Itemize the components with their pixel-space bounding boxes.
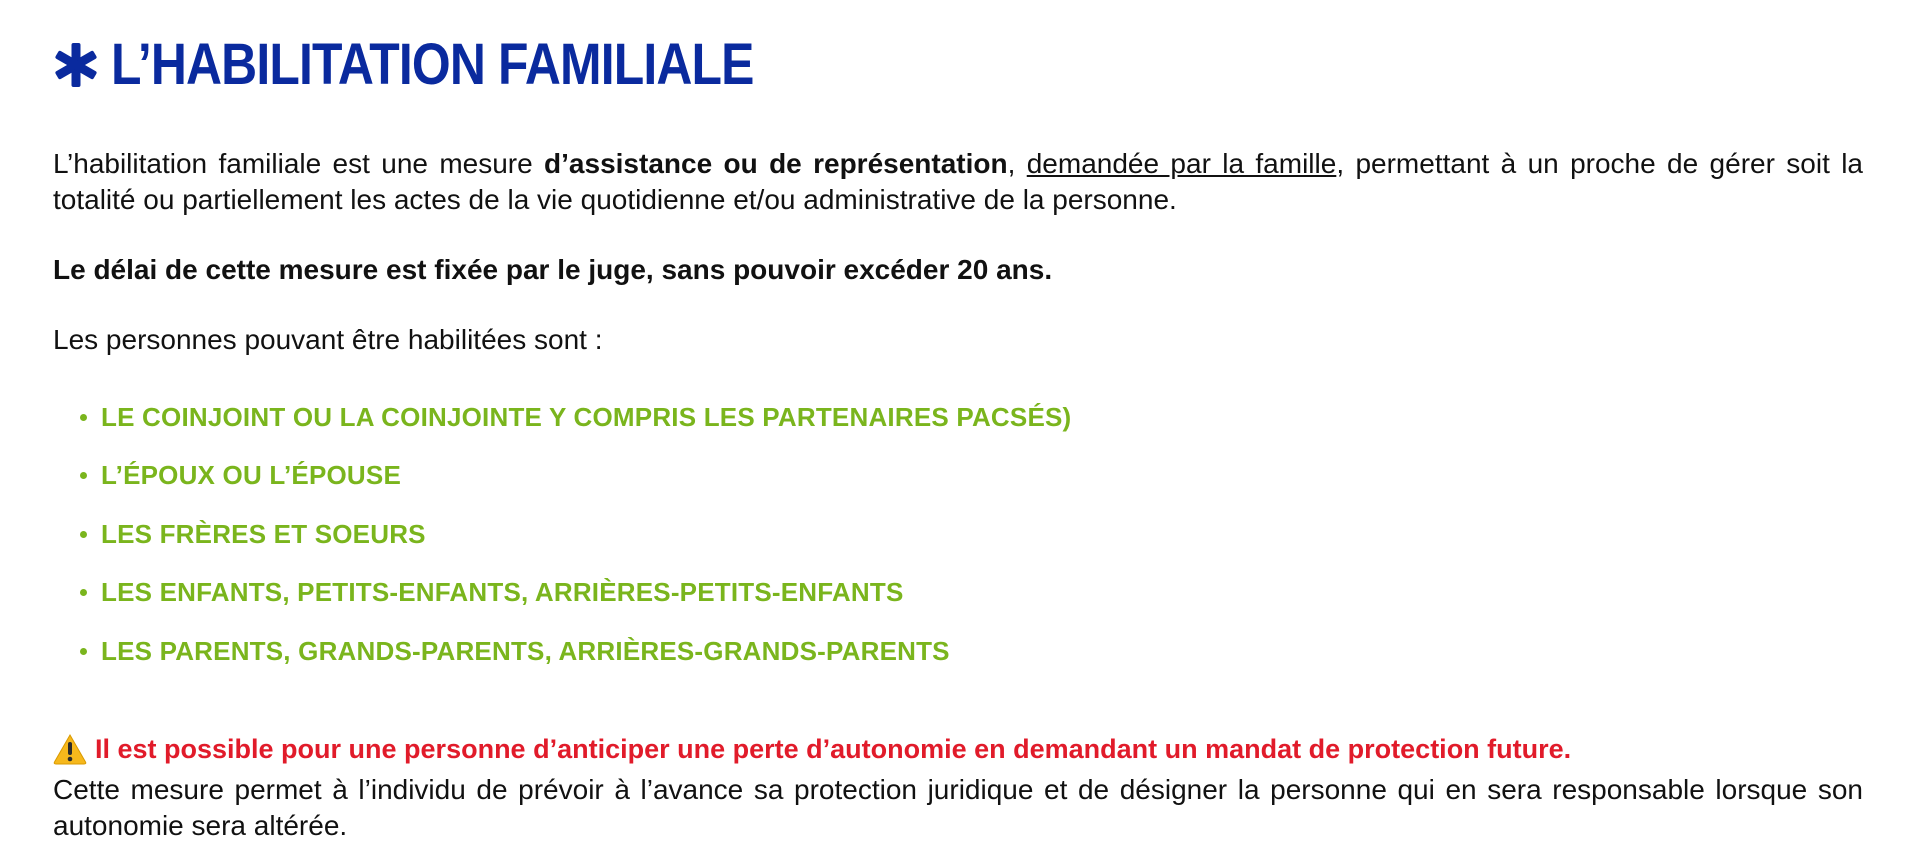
asterisk-icon [53, 42, 99, 88]
intro-text-2: , [1007, 148, 1027, 179]
intro-underlined-text: demandée par la famille [1026, 148, 1337, 179]
outro-paragraph: Cette mesure permet à l’individu de prévoir à l’avance sa protection juridique et de désigner la personne qui en sera responsable lorsque son autonomie sera altérée. [53, 774, 1863, 841]
warning-row [53, 733, 1863, 765]
list-item-label: LES FRÈRES ET SOEURS [101, 518, 426, 549]
eligible-persons-list [80, 388, 1071, 681]
list-item [80, 564, 1071, 623]
intro-paragraph [53, 146, 1863, 218]
warning-icon [53, 733, 87, 765]
list-item-label: L’ÉPOUX OU L’ÉPOUSE [101, 460, 401, 491]
list-item [80, 447, 1071, 506]
list-item [80, 388, 1071, 447]
list-lead-text: Les personnes pouvant être habilitées sont : [53, 324, 603, 355]
list-item [80, 622, 1071, 681]
intro-text-1: L’habilitation familiale est une mesure [53, 148, 545, 179]
page-title: L’HABILITATION FAMILIALE [111, 32, 754, 97]
bullet-icon [80, 589, 87, 596]
list-item-label: LES PARENTS, GRANDS-PARENTS, ARRIÈRES-GRANDS-PARENTS [101, 635, 950, 666]
intro-bold-text: d’assistance ou de représentation [544, 148, 1008, 179]
bullet-icon [80, 414, 87, 421]
list-item-label: LE COINJOINT OU LA COINJOINTE Y COMPRIS LES PARTENAIRES PACSÉS) [101, 401, 1072, 432]
bullet-icon [80, 472, 87, 479]
list-item-label: LES ENFANTS, PETITS-ENFANTS, ARRIÈRES-PETITS-ENFANTS [101, 577, 904, 608]
bullet-icon [80, 531, 87, 538]
list-item [80, 505, 1071, 564]
title-row [53, 32, 858, 97]
intro-text-3: , permettant à un proche de gérer soit la totalité ou partiellement les actes de la vie quotidienne et/ou administrative de la personne. [53, 148, 1863, 215]
delay-statement: Le délai de cette mesure est fixée par le juge, sans pouvoir excéder 20 ans. [53, 254, 1053, 285]
bullet-icon [80, 648, 87, 655]
warning-text: Il est possible pour une personne d’anticiper une perte d’autonomie en demandant un mandat de protection future. [95, 733, 1572, 764]
